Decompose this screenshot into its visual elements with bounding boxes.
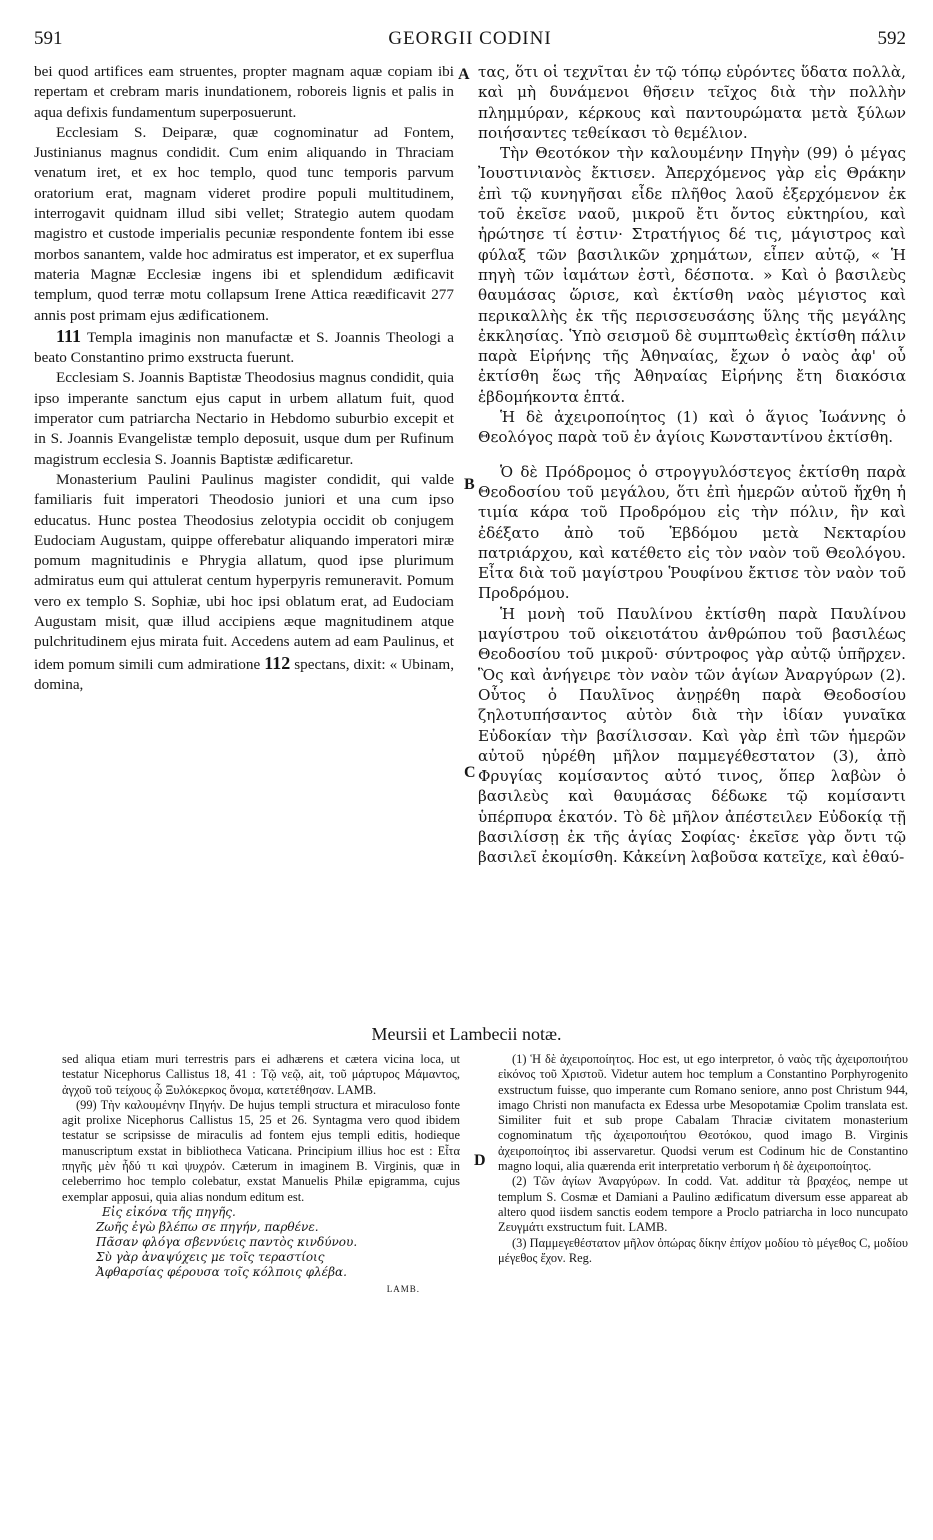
margin-letter-d: D: [474, 1152, 486, 1169]
running-title: GEORGII CODINI: [388, 28, 552, 49]
latin-column: [34, 62, 454, 695]
epigram-line: Σὺ γὰρ ἀναψύχεις με τοῖς τεραστίοις: [96, 1249, 325, 1264]
notes-left-column: [62, 1052, 460, 1297]
greek-column: [478, 62, 906, 868]
epigram-signature: LAMB.: [386, 1283, 420, 1294]
note-paragraph: (3) Παμμεγεθέστατον μῆλον ὀπώρας δίκην ἐπίχον μοδίου τὸ μέγεθος C, μοδίου μέγεθος ἔχον. Reg.: [498, 1235, 908, 1265]
epigram-line: Ζωῆς ἐγὼ βλέπω σε πηγήν, παρθένε.: [96, 1219, 319, 1234]
right-page-number: 592: [877, 28, 906, 49]
section-111-text: Templa imaginis non manufactæ et S. Joannis Theologi a beato Constantino primo exstructa fuerunt.: [34, 328, 454, 367]
note-paragraph: (2) Τῶν ἁγίων Ἀναργύρων. In codd. Vat. additur τὰ βραχέος, nempe ut templum S. Cosmæ et Damiani a Paulino ædificatum diversum esse appareat ab altero quod iisdem sanctis eodem tempore a Proclo patriarcha in loco nuncupato Ζευγμάτι exstructum fuit. LAMB.: [498, 1174, 908, 1235]
epigram-title: Εἰς εἰκόνα τῆς πηγῆς.: [102, 1204, 236, 1219]
epigram-line: Ἀφθαρσίας φέρουσα τοῖς κόλποις φλέβα.: [96, 1264, 347, 1279]
greek-paragraph: Ὁ δὲ Πρόδρομος ὁ στρογγυλόστεγος ἐκτίσθη παρὰ Θεοδοσίου τοῦ μεγάλου, ὅτι ἐπὶ ἡμερῶν αὐτοῦ ἤχθη ἡ τιμία κάρα τοῦ Προδρόμου εἰς τὴν πόλιν, ἣν καὶ ἐδέξατο ἀπὸ τοῦ Ἑβδόμου μετὰ Νεκταρίου πατριάρχου, καὶ κατέθετο εἰς τὸν ναὸν τοῦ Θεολόγου. Εἶτα διὰ τοῦ μαγίστρου Ῥουφίνου ἔκτισε τὸν ναὸν τοῦ Προδρόμου.: [478, 462, 906, 603]
greek-paragraph: τας, ὅτι οἱ τεχνῖται ἐν τῷ τόπῳ εὑρόντες ὕδατα πολλὰ, καὶ μὴ δυνάμενοι θῆσειν τεῖχος διὰ τὴν πολλὴν πλημμύραν, κέρκους καὶ παντουρώματα μετὰ ξύλων ποιήσαντες τεθείκασι τὸ θεμέλιον.: [478, 63, 906, 142]
section-number-112: 112: [264, 652, 291, 673]
notes-right-column: [498, 1052, 908, 1266]
margin-letter-b: B: [464, 476, 475, 493]
section-111: [34, 326, 454, 369]
latin-paragraph: Ecclesiam S. Joannis Baptistæ Theodosius magnus condidit, quia ipso imperante sanctum ejus caput in urbem allatum fuit, quod imperator cum patriarcha Nectario in Hebdomo suburbio excepit et in S. Joannis Evangelistæ templo deposuit, usque dum per Rufinum magistrum ecclesia S. Joannis Baptistæ ædificaretur.: [34, 369, 454, 468]
section-112-text: spectans, dixit: « Ubinam, domina,: [34, 655, 454, 693]
margin-letter-a: A: [458, 66, 470, 83]
epigram-line: Πᾶσαν φλόγα σβεννύεις παντὸς κινδύνου.: [96, 1234, 358, 1249]
left-page-number: 591: [34, 28, 63, 49]
latin-paragraph-text: Monasterium Paulini Paulinus magister condidit, qui valde familiaris fuit imperatori Theodosio juniori et una cum ipso educatus. Hunc postea Theodosius zelotypia occidit ob conjugem Eudociam Augustam, quippe offerebatur aliquando imperatori miræ pomum magnitudinis e Phrygia allatum, quod ipse plurimum admiratus eum qui attulerat centum hyperpyris remuneravit. Pomum vero ex templo S. Sophiæ, ubi hoc ipsi oblatum erat, ad Eudociam Augustam misit, quæ illud accipiens æque magnitudinem atque pulchritudinem ejus mirata fuit. Accedens autem ad eam Paulinus, et idem pomum simili cum admiratione: [34, 470, 454, 673]
latin-paragraph: Ecclesiam S. Deiparæ, quæ cognominatur ad Fontem, Justinianus magnus condidit. Cum enim aliquando in Thraciam venatum iret, et ex hoc templo, quod tunc temporis parvum oratorium erat, magnam videret prodire populi multitudinem, interrogavit quidnam illud sibi vellet; Strategio autem quodam magistro et custode imperialis pecuniæ respondente fontem ibi esse morbos sanantem, valde hoc admiratus est imperator, et ex superflua materia Magnæ Ecclesiæ ingens ibi et splendidum ædificavit templum, quod terræ motu collapsum Irene Attica reædificavit 277 annis post primam ejus ædificationem.: [34, 123, 454, 324]
margin-letter-c: C: [464, 764, 476, 781]
greek-paragraph: Ἡ δὲ ἀχειροποίητος (1) καὶ ὁ ἅγιος Ἰωάννης ὁ Θεολόγος παρὰ τοῦ ἐν ἁγίοις Κωνσταντίνου ἐκτίσθη.: [478, 408, 906, 447]
epigram: [96, 1204, 460, 1280]
note-paragraph: sed aliqua etiam muri terrestris pars ei adhærens et cætera vicina loca, ut testatur Nicephorus Callistus 18, 41 : Τῷ νεῷ, ait, τοῦ μάρτυρος Μάμαντος, ἀγχοῦ τοῦ τείχους ᾧ Ξυλόκερκος ὄνομα, κατετέθησαν. LAMB.: [62, 1052, 460, 1097]
greek-paragraph: Ἡ μονὴ τοῦ Παυλίνου ἐκτίσθη παρὰ Παυλίνου μαγίστρου τοῦ οἰκειοτάτου ἀνθρώπου τοῦ βασιλέως Θεοδοσίου τοῦ μικροῦ· σύντροφος γὰρ αὐτῷ ὑπῆρχεν. Ὃς καὶ ἀνήγειρε τὸν ναὸν τῶν ἁγίων Ἀναργύρων (2). Οὗτος ὁ Παυλῖνος ἀνῃρέθη παρὰ Θεοδοσίου ζηλοτυπήσαντος αὐτὸν διὰ τὴν ἰδίαν γυναῖκα Εὐδοκίαν τὴν βασίλισσαν. Καὶ γὰρ ἐπὶ τῶν ἡμερῶν αὐτοῦ ηὑρέθη μῆλον παμμεγέθεστατον (3), ἀπὸ Φρυγίας κομίσαντος αὐτό τινος, ὅπερ λαβὼν ὁ βασιλεὺς καὶ θαυμάσας δέδωκε τῷ κομίσαντι ὑπέρπυρα ἑκατόν. Τὸ δὲ μῆλον ἀπέστειλεν Εὐδοκίᾳ τῇ βασιλίσσῃ ἐκ τῆς ἁγίας Σοφίας· ἐκεῖσε γὰρ ὄντι τῷ βασιλεῖ ἐκομίσθη. Κἀκείνη λαβοῦσα κατεῖχε, καὶ ἐθαύ-: [478, 604, 906, 867]
greek-paragraph: Τὴν Θεοτόκον τὴν καλουμένην Πηγὴν (99) ὁ μέγας Ἰουστινιανὸς ἔκτισεν. Ἀπερχόμενος γὰρ εἰς Θράκην ἐπὶ τῷ κυνηγῆσαι εἶδε πλῆθος λαοῦ ἐξερχόμενον ἐκ τοῦ ἐκεῖσε ναοῦ, μικροῦ ἔτι ὄντος εὐκτηρίου, καὶ ἠρώτησε τί ἐστιν· Στρατήγιος δέ τις, μάγιστρος καὶ φύλαξ τῶν βασιλικῶν χρημάτων, εἶπεν αὐτῷ, « Ἡ πηγὴ τῶν ἰαμάτων ἐστὶ, δέσποτα. » Καὶ ὁ βασιλεὺς θαυμάσας ὥρισε, καὶ ἐκτίσθη ναὸς μέγιστος καὶ περικαλλὴς ἐκ τῆς περισσευσάσης ὕλης τῆς μεγάλης ἐκκλησίας. Ὑπὸ σεισμοῦ δὲ συμπτωθεὶς ἐκτίσθη πάλιν παρὰ Εἰρήνης τῆς Ἀθηναίας, ἔχων ὁ ναὸς ἀφ' οὗ ἐκτίσθη ἕως τῆς Ἀθηναίας Εἰρήνης ἔτη διακόσια ἑβδομήκοντα ἑπτά.: [478, 144, 906, 406]
latin-paragraph: bei quod artifices eam struentes, propter magnam aquæ copiam ibi repertam et crebram maris inundationem, roboreis lignis et palis in aqua defixis fundamentum superposuerunt.: [34, 63, 454, 121]
notes-heading: Meursii et Lambecii notæ.: [371, 1024, 562, 1044]
note-paragraph: (1) Ἡ δὲ ἀχειροποίητος. Hoc est, ut ego interpretor, ὁ ναὸς τῆς ἀχειροποιήτου εἰκόνος τοῦ Χριστοῦ. Videtur autem hoc templum a Constantino Porphyrogenito exstructum fuisse, quo imperante cum Romano seniore, anno post Christum 944, imago Christi non manufacta ex Edessa urbe Mesopotamiæ Cpolim translata est. Similiter fuit et sub prope Cabalam Thraciæ civitatem monasterium cognominatum τῆς ἀχειροποιήτου Θεοτόκου, quod imago B. Virginis ἀχειροποίητος ibi asservaretur. Quodsi verum est Codinum hic de Constantino magno loqui, alia quærenda erit interpretatio verborum ἡ δὲ ἀχειροποίητος.: [498, 1052, 908, 1174]
page-header: [34, 28, 906, 58]
section-number-111: 111: [56, 325, 82, 346]
latin-paragraph: [34, 470, 454, 695]
note-paragraph: (99) Τὴν καλουμένην Πηγήν. De hujus templi structura et miraculoso fonte agit prolixe Nicephorus Callistus 15, 25 et 26. Syntagma vero quod ibidem testatur se scripsisse de miraculis ad fontem ejus templi editis, hodieque manuscriptum exstat in bibliotheca Vaticana. Principium illius hoc est : Εἶτα πηγῆς μὲν ἦδύ τι καὶ ψυχρόν. Cæterum in imaginem B. Virginis, quæ in celeberrimo hoc templo colebatur, exstat Manuelis Philæ epigramma, cujus exemplar apposui, quia alias nondum editum est.: [62, 1097, 460, 1204]
